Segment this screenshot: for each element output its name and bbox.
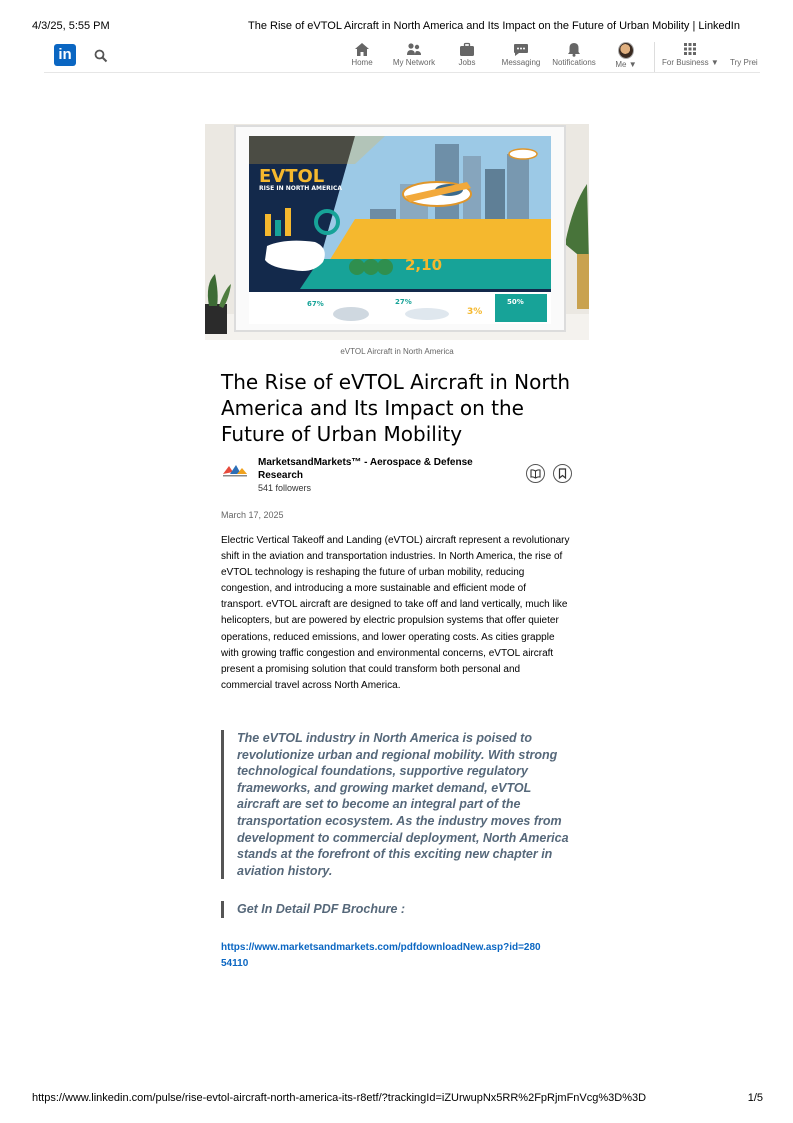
nav-my-network[interactable] <box>390 42 438 67</box>
search-icon[interactable] <box>94 49 108 63</box>
save-button[interactable] <box>553 464 572 483</box>
nav-messaging[interactable] <box>500 42 542 67</box>
print-timestamp: 4/3/25, 5:55 PM <box>32 20 110 32</box>
poster-subtitle: RISE IN NORTH AMERICA <box>259 185 342 192</box>
nav-notifications[interactable] <box>550 42 598 67</box>
evtol-infographic-illustration <box>205 124 589 340</box>
briefcase-icon <box>459 42 475 57</box>
messaging-icon <box>513 42 529 57</box>
blockquote <box>221 730 571 879</box>
poster-stat-b: 27% <box>395 298 412 306</box>
article-body: Electric Vertical Takeoff and Landing (eVTOL) aircraft represent a revolutionary shift in the aviation and transportation industries. In North America, the rise of eVTOL technology is reshaping the future of urban mobility, reducing congestion, and introducing a more sustainable and efficient mode of transport. eVTOL aircraft are designed to take off and land vertically, much like helicopters, but are powered by electric propulsion systems that offer quieter operations, reduced emissions, and lower operating costs. As cities grapple with growing traffic congestion and environmental concerns, eVTOL aircraft present a promising solution that could transform both personal and commercial travel across North America. <box>221 535 570 691</box>
article-title: The Rise of eVTOL Aircraft in North America and Its Impact on the Future of Urban Mobility <box>221 370 571 446</box>
nav-home-label: Home <box>351 58 373 67</box>
poster-stat-d: 50% <box>507 298 524 306</box>
nav-for-business-label-wrap <box>662 58 718 67</box>
poster-stat-a: 67% <box>307 300 324 308</box>
bookmark-icon <box>554 465 571 482</box>
publish-date: March 17, 2025 <box>221 510 284 520</box>
top-nav <box>44 42 760 73</box>
poster-stat-c: 3% <box>467 307 483 317</box>
nav-my-network-label: My Network <box>392 58 436 67</box>
chevron-down-icon: ▼ <box>628 60 637 69</box>
grid-icon <box>682 42 698 57</box>
brochure-heading: Get In Detail PDF Brochure : <box>221 901 405 918</box>
brochure-link[interactable]: https://www.marketsandmarkets.com/pdfdownloadNew.asp?id=28054110 <box>221 942 541 969</box>
nav-home[interactable] <box>348 42 376 67</box>
hero-image <box>205 124 589 340</box>
nav-me-label-wrap <box>615 60 637 69</box>
print-footer <box>32 1092 763 1106</box>
poster-title: EVTOL <box>259 166 325 187</box>
nav-for-business-label: For Business <box>662 58 709 67</box>
author-followers: 541 followers <box>258 483 312 493</box>
nav-jobs[interactable] <box>454 42 480 67</box>
chevron-down-icon: ▼ <box>710 58 719 67</box>
nav-notifications-label: Notifications <box>552 58 596 67</box>
nav-for-business[interactable] <box>662 42 718 67</box>
author-logo[interactable] <box>221 462 249 478</box>
print-url: https://www.linkedin.com/pulse/rise-evtol-aircraft-north-america-its-r8etf/?trackingId=iZUrwupNx5RR%2FpRjmFnVcg%3D%3D <box>32 1092 647 1104</box>
nav-jobs-label: Jobs <box>458 58 476 67</box>
hero-caption: eVTOL Aircraft in North America <box>340 347 454 356</box>
book-icon <box>527 465 544 482</box>
blockquote-text: The eVTOL industry in North America is poised to revolutionize urban and regional mobility. With strong technological foundations, supportive regulatory frameworks, and growing market demand, eVTOL aircraft are set to become an integral part of the transportation ecosystem. As the industry moves from development to commercial deployment, North America stands at the forefront of this exciting new chapter in aviation history. <box>237 731 569 878</box>
print-page-title: The Rise of eVTOL Aircraft in North America and Its Impact on the Future of Urban Mobility | LinkedIn <box>248 20 740 32</box>
author-block <box>221 456 581 496</box>
author-name[interactable]: MarketsandMarkets™ - Aerospace & Defense Research <box>258 457 473 481</box>
bell-icon <box>566 42 582 57</box>
nav-try-premium[interactable] <box>730 42 760 67</box>
linkedin-logo[interactable]: in <box>54 44 76 66</box>
nav-try-premium-label: Try Prei <box>730 58 758 67</box>
network-icon <box>406 42 422 57</box>
nav-divider <box>654 42 655 72</box>
nav-me-label: Me <box>615 60 627 69</box>
print-header <box>32 20 763 34</box>
poster-stat-big: 2,10 <box>405 256 443 274</box>
print-page-number: 1/5 <box>747 1092 763 1104</box>
home-icon <box>354 42 370 57</box>
avatar <box>618 42 634 59</box>
read-later-button[interactable] <box>526 464 545 483</box>
nav-messaging-label: Messaging <box>501 58 541 67</box>
nav-me[interactable] <box>615 42 637 69</box>
